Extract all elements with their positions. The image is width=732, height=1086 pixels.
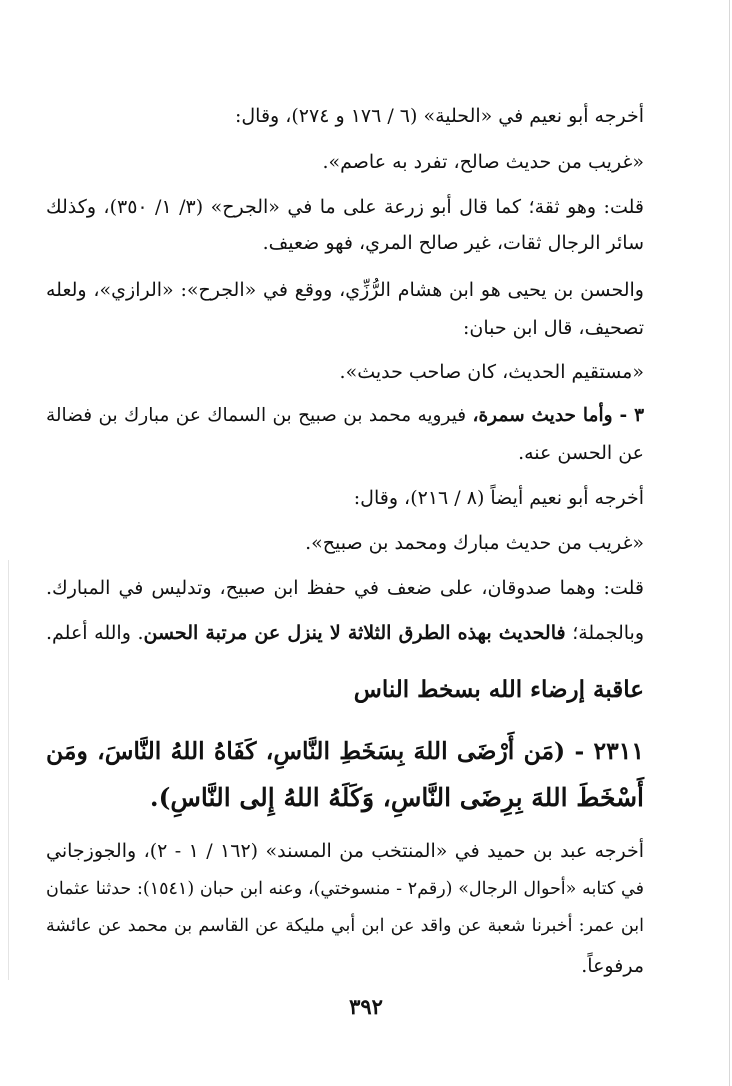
hadith-line-1: ٢٣١١ - (مَن أَرْضَى اللهَ بِسَخَطِ النَّاسِ، كَفَاهُ اللهُ النَّاسَ، ومَن xyxy=(46,737,644,765)
page-number: ٣٩٢ xyxy=(349,994,383,1019)
page-edge-right xyxy=(729,0,730,1086)
text-line-15: في كتابه «أحوال الرجال» (رقم٢ - منسوختي)، وعنه ابن حبان (١٥٤١): حدثنا عثمان xyxy=(46,879,644,899)
text-line-2: «غريب من حديث صالح، تفرد به عاصم». xyxy=(322,151,644,173)
text-line-13-end: . والله أعلم. xyxy=(46,622,144,644)
hadith-line-2: أَسْخَطَ اللهَ بِرِضَى النَّاسِ، وَكَلَهُ اللهُ إِلى النَّاسِ). xyxy=(149,783,644,812)
text-line-8-bold: ٣ - وأما حديث سمرة، xyxy=(472,405,644,426)
text-line-7: «مستقيم الحديث، كان صاحب حديث». xyxy=(339,361,644,383)
text-line-17: مرفوعاً. xyxy=(581,955,644,977)
text-line-8 xyxy=(46,403,644,429)
text-line-4: سائر الرجال ثقات، غير صالح المري، فهو ضعيف. xyxy=(262,232,644,254)
text-line-13 xyxy=(46,620,644,646)
text-line-9: عن الحسن عنه. xyxy=(518,442,644,464)
text-line-3: قلت: وهو ثقة؛ كما قال أبو زرعة على ما في «الجرح» (٣/ ١/ ٣٥٠)، وكذلك xyxy=(46,196,644,218)
text-line-11: «غريب من حديث مبارك ومحمد بن صبيح». xyxy=(305,532,644,554)
text-line-6: تصحيف، قال ابن حبان: xyxy=(462,317,644,339)
text-line-13-bold: فالحديث بهذه الطرق الثلاثة لا ينزل عن مرتبة الحسن xyxy=(143,622,566,644)
text-line-10: أخرجه أبو نعيم أيضاً (٨ / ٢١٦)، وقال: xyxy=(353,487,644,509)
section-heading: عاقبة إرضاء الله بسخط الناس xyxy=(353,676,644,703)
text-line-1: أخرجه أبو نعيم في «الحلية» (٦ / ١٧٦ و ٢٧٤)، وقال: xyxy=(234,105,644,127)
text-line-14: أخرجه عبد بن حميد في «المنتخب من المسند» (١٦٢ / ١ - ٢)، والجوزجاني xyxy=(46,840,645,862)
text-line-12: قلت: وهما صدوقان، على ضعف في حفظ ابن صبيح، وتدليس في المبارك. xyxy=(46,577,644,599)
text-line-13-start: وبالجملة؛ xyxy=(572,622,644,644)
page-edge-left xyxy=(8,560,9,980)
text-line-8-rest: فيرويه محمد بن صبيح بن السماك عن مبارك بن فضالة xyxy=(46,405,467,426)
text-line-16: ابن عمر: أخبرنا شعبة عن واقد عن ابن أبي مليكة عن القاسم بن محمد عن عائشة xyxy=(46,916,644,936)
text-line-5: والحسن بن يحيى هو ابن هشام الرُّزِّي، ووقع في «الجرح»: «الرازي»، ولعله xyxy=(46,279,644,301)
